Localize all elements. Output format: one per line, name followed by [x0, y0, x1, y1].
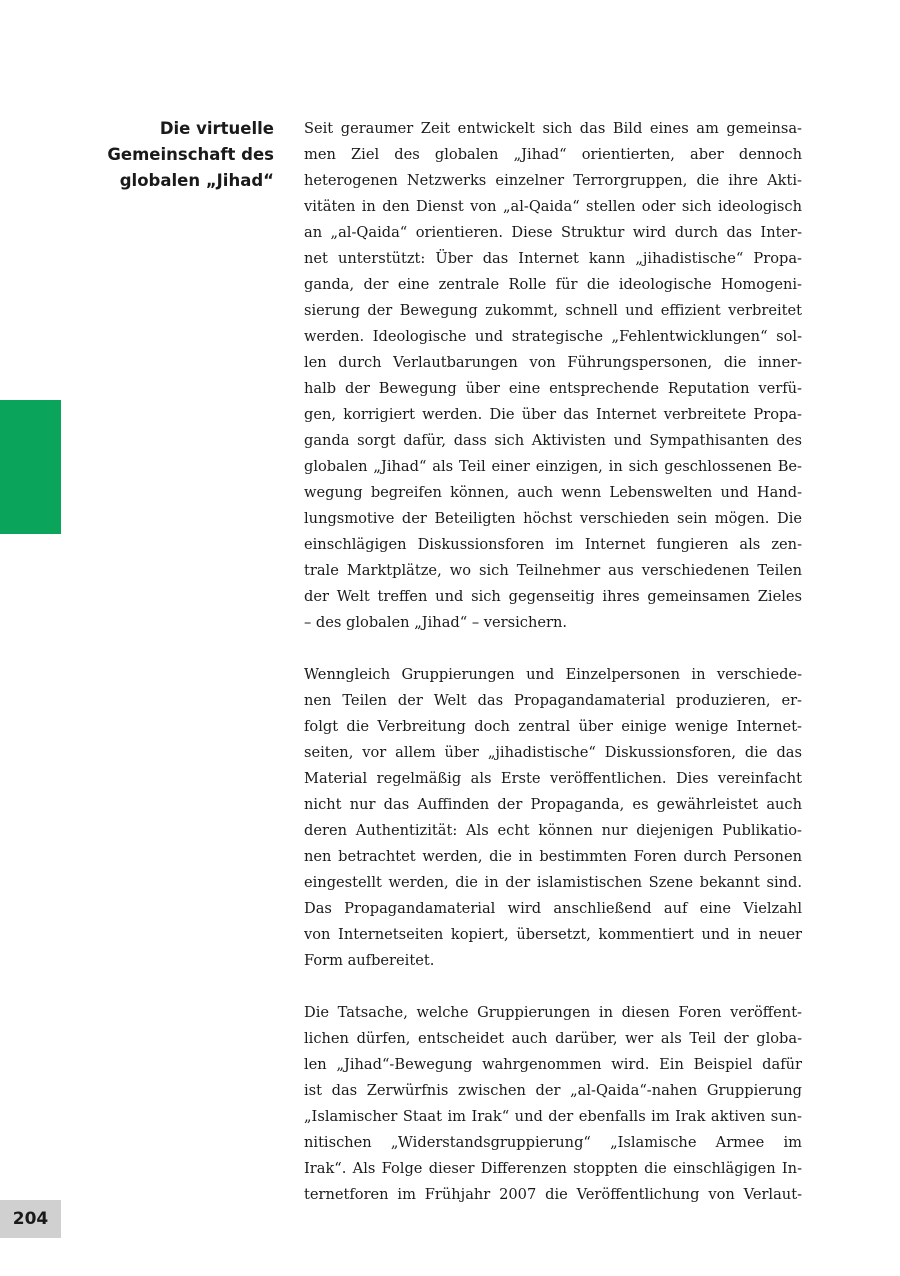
text-line: nen Teilen der Welt das Propagandamaterial produzieren, er- [304, 692, 802, 709]
text-line: – des globalen „Jihad“ – versichern. [304, 614, 568, 631]
text-line: einschlägigen Diskussionsforen im Internet fungieren als zen- [304, 536, 802, 553]
text-line: lichen dürfen, entscheidet auch darüber, wer als Teil der globa- [304, 1030, 802, 1047]
text-line: folgt die Verbreitung doch zentral über einige wenige Internet- [304, 718, 802, 735]
section-color-tab [0, 400, 61, 534]
text-line: deren Authentizität: Als echt können nur diejenigen Publikatio- [304, 822, 802, 839]
text-line: an „al-Qaida“ orientieren. Diese Struktur wird durch das Inter- [304, 224, 802, 241]
text-line: seiten, vor allem über „jihadistische“ Diskussionsforen, die das [304, 744, 802, 761]
text-line: nen betrachtet werden, die in bestimmten Foren durch Personen [304, 848, 802, 865]
text-line: werden. Ideologische und strategische „Fehlentwicklungen“ sol- [304, 328, 802, 345]
page-number: 204 [0, 1200, 61, 1238]
text-line: men Ziel des globalen „Jihad“ orientierten, aber dennoch [304, 146, 802, 163]
text-line: Wenngleich Gruppierungen und Einzelpersonen in verschiede- [304, 666, 802, 683]
section-heading-line: Gemeinschaft des [107, 145, 274, 164]
text-line: gen, korrigiert werden. Die über das Internet verbreitete Propa- [304, 406, 802, 423]
text-line: ist das Zerwürfnis zwischen der „al-Qaida“-nahen Gruppierung [304, 1082, 802, 1099]
text-line: Form aufbereitet. [304, 952, 435, 969]
text-line: globalen „Jihad“ als Teil einer einzigen, in sich geschlossenen Be- [304, 458, 802, 475]
text-line: Material regelmäßig als Erste veröffentlichen. Dies vereinfacht [304, 770, 802, 787]
text-line: ganda, der eine zentrale Rolle für die ideologische Homogeni- [304, 276, 802, 293]
text-line: Seit geraumer Zeit entwickelt sich das Bild eines am gemeinsa- [304, 120, 802, 137]
text-line: von Internetseiten kopiert, übersetzt, kommentiert und in neuer [304, 926, 802, 943]
text-line: ternetforen im Frühjahr 2007 die Veröffentlichung von Verlaut- [304, 1186, 802, 1203]
text-line: halb der Bewegung über eine entsprechende Reputation verfü- [304, 380, 802, 397]
text-line: der Welt treffen und sich gegenseitig ihres gemeinsamen Zieles [304, 588, 802, 605]
text-line: trale Marktplätze, wo sich Teilnehmer aus verschiedenen Teilen [304, 562, 802, 579]
section-heading-line: globalen „Jihad“ [119, 171, 274, 190]
paragraph-spacer [304, 636, 802, 662]
text-line: nitischen „Widerstandsgruppierung“ „Islamische Armee im [304, 1134, 802, 1151]
text-line: len durch Verlautbarungen von Führungspersonen, die inner- [304, 354, 802, 371]
text-line: eingestellt werden, die in der islamistischen Szene bekannt sind. [304, 874, 802, 891]
paragraph-1 [304, 116, 802, 636]
text-line: net unterstützt: Über das Internet kann „jihadistische“ Propa- [304, 250, 802, 267]
text-line: sierung der Bewegung zukommt, schnell und effizient verbreitet [304, 302, 802, 319]
text-line: ganda sorgt dafür, dass sich Aktivisten und Sympathisanten des [304, 432, 802, 449]
text-line: „Islamischer Staat im Irak“ und der ebenfalls im Irak aktiven sun- [304, 1108, 802, 1125]
text-line: len „Jihad“-Bewegung wahrgenommen wird. Ein Beispiel dafür [304, 1056, 802, 1073]
section-heading [100, 116, 274, 194]
text-line: Das Propagandamaterial wird anschließend auf eine Vielzahl [304, 900, 802, 917]
body-text [304, 116, 802, 1208]
section-heading-line: Die virtuelle [159, 119, 274, 138]
text-line: Irak“. Als Folge dieser Differenzen stoppten die einschlägigen In- [304, 1160, 802, 1177]
paragraph-spacer [304, 974, 802, 1000]
text-line: vitäten in den Dienst von „al-Qaida“ stellen oder sich ideologisch [304, 198, 802, 215]
text-line: lungsmotive der Beteiligten höchst verschieden sein mögen. Die [304, 510, 802, 527]
paragraph-3 [304, 1000, 802, 1208]
text-line: wegung begreifen können, auch wenn Lebenswelten und Hand- [304, 484, 802, 501]
paragraph-2 [304, 662, 802, 974]
text-line: Die Tatsache, welche Gruppierungen in diesen Foren veröffent- [304, 1004, 802, 1021]
text-line: nicht nur das Auffinden der Propaganda, es gewährleistet auch [304, 796, 802, 813]
text-line: heterogenen Netzwerks einzelner Terrorgruppen, die ihre Akti- [304, 172, 802, 189]
